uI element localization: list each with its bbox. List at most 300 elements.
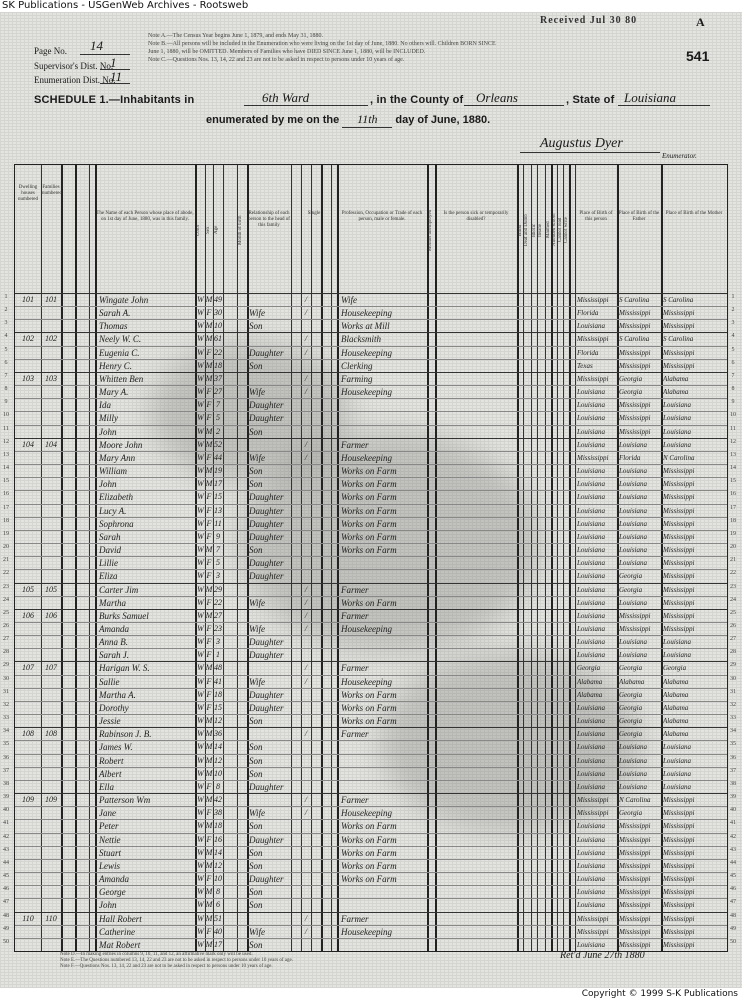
cell-rel: Son bbox=[249, 768, 263, 779]
cell-occ: Farmer bbox=[341, 610, 369, 621]
cell-age: 7 bbox=[216, 400, 220, 410]
cell-fam: 109 bbox=[45, 795, 57, 805]
table-row bbox=[15, 360, 727, 372]
cell-mpob: Mississippi bbox=[663, 572, 695, 581]
cell-sex: F bbox=[206, 400, 212, 410]
cell-rel: Son bbox=[249, 900, 263, 911]
cell-mpob: Mississippi bbox=[663, 822, 695, 831]
row-number-left: 19 bbox=[3, 530, 9, 537]
cell-mpob: Mississippi bbox=[663, 467, 695, 476]
cell-pob: Louisiana bbox=[577, 480, 606, 489]
cell-fpob: Louisiana bbox=[619, 756, 648, 765]
cell-occ: Works on Farm bbox=[341, 531, 397, 542]
cell-fam: 102 bbox=[45, 334, 57, 344]
corner-letter: A bbox=[696, 15, 705, 29]
cell-fam: 101 bbox=[45, 295, 57, 304]
row-number-right: 49 bbox=[730, 925, 736, 932]
cell-occ: Works on Farm bbox=[341, 834, 397, 845]
cell-age: 1 bbox=[216, 650, 220, 660]
cell-fpob: Louisiana bbox=[619, 743, 648, 752]
cell-fpob: Mississippi bbox=[619, 901, 651, 910]
cell-pob: Louisiana bbox=[577, 467, 606, 476]
cell-pob: Louisiana bbox=[577, 572, 606, 581]
row-number-right: 41 bbox=[730, 820, 736, 827]
table-row bbox=[15, 926, 727, 938]
cell-civ: / bbox=[304, 373, 308, 383]
row-number-left: 50 bbox=[3, 938, 9, 945]
table-row bbox=[15, 439, 727, 451]
cell-age: 9 bbox=[216, 531, 220, 541]
schedule-title: SCHEDULE 1.—Inhabitants in bbox=[34, 94, 195, 106]
row-number-right: 5 bbox=[731, 346, 735, 353]
column-header: Month of birth bbox=[238, 215, 243, 245]
cell-fpob: Louisiana bbox=[619, 519, 648, 528]
cell-mpob: Mississippi bbox=[663, 835, 695, 844]
cell-color: W bbox=[197, 926, 204, 936]
table-row bbox=[15, 531, 727, 543]
table-row bbox=[15, 557, 727, 569]
table-row bbox=[15, 741, 727, 753]
row-number-right: 11 bbox=[730, 425, 736, 432]
cell-occ: Works on Farm bbox=[341, 545, 397, 556]
cell-fpob: Louisiana bbox=[619, 467, 648, 476]
cell-pob: Mississippi bbox=[577, 335, 609, 344]
cell-name: Lewis bbox=[99, 860, 121, 871]
cell-occ: Works on Farm bbox=[341, 492, 397, 503]
row-number-right: 46 bbox=[730, 886, 736, 893]
cell-sex: M bbox=[205, 479, 213, 489]
cell-fpob: Mississippi bbox=[619, 888, 651, 897]
bottom-annotation: Ret'd June 27th 1880 bbox=[560, 950, 645, 961]
cell-name: William bbox=[99, 466, 128, 477]
row-number-left: 34 bbox=[3, 728, 9, 735]
cell-pob: Louisiana bbox=[577, 848, 606, 857]
cell-age: 3 bbox=[216, 637, 220, 647]
cell-color: W bbox=[197, 518, 204, 528]
cell-occ: Farmer bbox=[341, 584, 369, 595]
cell-sex: M bbox=[205, 295, 213, 304]
enumeration-value: 11 bbox=[110, 69, 123, 84]
row-number-left: 23 bbox=[3, 583, 9, 590]
cell-sex: F bbox=[206, 308, 212, 318]
cell-occ: Works on Farm bbox=[341, 518, 397, 529]
cell-color: W bbox=[197, 360, 204, 370]
cell-age: 10 bbox=[214, 321, 222, 331]
cell-mpob: Mississippi bbox=[663, 848, 695, 857]
cell-sex: M bbox=[205, 755, 213, 765]
row-number-left: 29 bbox=[3, 662, 9, 669]
field-underline bbox=[80, 54, 130, 55]
cell-occ: Housekeeping bbox=[341, 308, 392, 319]
cell-name: Sallie bbox=[99, 676, 120, 687]
enumerator-label: Enumerator. bbox=[662, 152, 697, 160]
table-row bbox=[15, 715, 727, 727]
cell-fpob: Louisiana bbox=[619, 440, 648, 449]
cell-mpob: Alabama bbox=[663, 374, 689, 383]
cell-fpob: Louisiana bbox=[619, 546, 648, 555]
cell-mpob: Mississippi bbox=[663, 875, 695, 884]
cell-sex: F bbox=[206, 624, 212, 633]
cell-fpob: Mississippi bbox=[619, 322, 651, 331]
cell-mpob: Mississippi bbox=[663, 940, 695, 949]
cell-age: 22 bbox=[214, 597, 222, 607]
table-row bbox=[15, 834, 727, 846]
cell-age: 38 bbox=[214, 808, 222, 818]
cell-sex: F bbox=[206, 676, 212, 686]
table-row bbox=[15, 623, 727, 635]
cell-fpob: Louisiana bbox=[619, 769, 648, 778]
cell-pob: Mississippi bbox=[577, 914, 609, 923]
cell-color: W bbox=[197, 479, 204, 489]
cell-rel: Daughter bbox=[249, 531, 284, 542]
cell-occ: Works on Farm bbox=[341, 597, 397, 608]
cell-pob: Louisiana bbox=[577, 888, 606, 897]
cell-fpob: Mississippi bbox=[619, 940, 651, 949]
cell-rel: Daughter bbox=[249, 558, 284, 569]
cell-age: 27 bbox=[214, 387, 222, 397]
footer-bar bbox=[0, 988, 742, 1000]
header-notes bbox=[148, 32, 678, 64]
row-number-left: 31 bbox=[3, 688, 9, 695]
cell-occ: Housekeeping bbox=[341, 926, 392, 937]
cell-civ: / bbox=[304, 795, 308, 805]
cell-pob: Louisiana bbox=[577, 901, 606, 910]
row-number-right: 7 bbox=[731, 372, 735, 379]
cell-mpob: Mississippi bbox=[663, 914, 695, 923]
cell-civ: / bbox=[304, 387, 308, 397]
cell-rel: Wife bbox=[249, 676, 265, 687]
cell-fpob: N Carolina bbox=[619, 796, 651, 805]
cell-fpob: Mississippi bbox=[619, 361, 651, 370]
row-number-left: 33 bbox=[3, 715, 9, 722]
census-page bbox=[0, 12, 742, 988]
cell-name: Hall Robert bbox=[99, 913, 142, 924]
table-row bbox=[15, 505, 727, 517]
cell-name: Harigan W. S. bbox=[99, 663, 150, 674]
cell-rel: Daughter bbox=[249, 689, 284, 700]
row-number-right: 50 bbox=[730, 938, 736, 945]
row-number-right: 17 bbox=[730, 504, 736, 511]
cell-name: Stuart bbox=[99, 847, 122, 858]
cell-sex: F bbox=[206, 452, 212, 462]
row-number-right: 10 bbox=[730, 412, 736, 419]
cell-name: John bbox=[99, 426, 117, 437]
cell-rel: Daughter bbox=[249, 834, 284, 845]
cell-fam: 105 bbox=[45, 584, 57, 594]
cell-age: 18 bbox=[214, 360, 222, 370]
row-number-right: 44 bbox=[730, 859, 736, 866]
table-row bbox=[15, 597, 727, 609]
cell-rel: Son bbox=[249, 939, 263, 950]
cell-pob: Louisiana bbox=[577, 743, 606, 752]
table-row bbox=[15, 676, 727, 688]
cell-mpob: Mississippi bbox=[663, 559, 695, 568]
cell-fpob: Louisiana bbox=[619, 638, 648, 647]
cell-fpob: Georgia bbox=[619, 664, 643, 673]
cell-mpob: Mississippi bbox=[663, 861, 695, 870]
row-number-left: 13 bbox=[3, 451, 9, 458]
cell-fpob: Mississippi bbox=[619, 848, 651, 857]
row-number-right: 21 bbox=[730, 557, 736, 564]
row-number-right: 18 bbox=[730, 517, 736, 524]
row-number-left: 2 bbox=[4, 307, 8, 314]
cell-civ: / bbox=[304, 334, 308, 344]
cell-fpob: Mississippi bbox=[619, 427, 651, 436]
cell-sex: M bbox=[205, 795, 213, 805]
cell-fpob: Alabama bbox=[619, 677, 645, 686]
table-row bbox=[15, 452, 727, 464]
cell-mpob: Mississippi bbox=[663, 901, 695, 910]
cell-name: Jane bbox=[99, 808, 116, 819]
cell-color: W bbox=[197, 755, 204, 765]
cell-color: W bbox=[197, 610, 204, 620]
cell-pob: Florida bbox=[577, 348, 599, 357]
cell-name: Henry C. bbox=[99, 360, 132, 371]
row-number-left: 17 bbox=[3, 504, 9, 511]
cell-sex: M bbox=[205, 729, 213, 739]
cell-color: W bbox=[197, 939, 204, 949]
cell-pob: Louisiana bbox=[577, 493, 606, 502]
row-number-right: 22 bbox=[730, 570, 736, 577]
cell-mpob: Louisiana bbox=[663, 756, 692, 765]
stamped-page-number: 541 bbox=[686, 48, 710, 64]
row-number-left: 32 bbox=[3, 701, 9, 708]
cell-occ: Housekeeping bbox=[341, 808, 392, 819]
enumeration-label: Enumeration Dist. No. bbox=[34, 75, 116, 85]
field-underline bbox=[464, 105, 564, 106]
cell-pob: Louisiana bbox=[577, 861, 606, 870]
enumerated-label: enumerated by me on the bbox=[206, 114, 340, 126]
cell-mpob: Louisiana bbox=[663, 638, 692, 647]
cell-color: W bbox=[197, 295, 204, 304]
table-row bbox=[15, 412, 727, 424]
enumerator-signature: Augustus Dyer bbox=[540, 136, 623, 151]
cell-sex: M bbox=[205, 887, 213, 897]
cell-dw: 107 bbox=[22, 663, 34, 673]
row-number-left: 44 bbox=[3, 859, 9, 866]
row-number-left: 5 bbox=[4, 346, 8, 353]
cell-sex: F bbox=[206, 702, 212, 712]
row-number-right: 40 bbox=[730, 807, 736, 814]
cell-pob: Mississippi bbox=[577, 809, 609, 818]
column-header: Families numbered bbox=[42, 185, 62, 196]
table-row bbox=[15, 794, 727, 806]
state-value: Louisiana bbox=[624, 90, 677, 105]
cell-civ: / bbox=[304, 610, 308, 620]
note-line: Note C.—Questions Nos. 13, 14, 22 and 23 are not to be asked in respect to persons under 10 years of age. bbox=[148, 57, 405, 63]
cell-sex: F bbox=[206, 413, 212, 423]
cell-age: 15 bbox=[214, 492, 222, 502]
cell-color: W bbox=[197, 439, 204, 449]
cell-name: Jessie bbox=[99, 716, 121, 727]
row-number-left: 18 bbox=[3, 517, 9, 524]
row-number-left: 25 bbox=[3, 609, 9, 616]
cell-name: Dorothy bbox=[99, 702, 129, 713]
cell-color: W bbox=[197, 624, 204, 633]
cell-mpob: Mississippi bbox=[663, 585, 695, 594]
cell-pob: Mississippi bbox=[577, 927, 609, 936]
table-row bbox=[15, 320, 727, 332]
cell-color: W bbox=[197, 347, 204, 357]
cell-occ: Works on Farm bbox=[341, 821, 397, 832]
row-number-left: 27 bbox=[3, 636, 9, 643]
cell-fpob: Louisiana bbox=[619, 598, 648, 607]
cell-pob: Mississippi bbox=[577, 296, 609, 304]
cell-age: 48 bbox=[214, 663, 222, 673]
cell-age: 36 bbox=[214, 729, 222, 739]
bottom-note-line: Note E.—The Questions numbered 13, 14, 22 and 23 are not to be asked in respect to persons under 10 years of age. bbox=[60, 958, 293, 963]
row-number-right: 37 bbox=[730, 767, 736, 774]
cell-pob: Texas bbox=[577, 361, 593, 370]
row-number-left: 9 bbox=[4, 399, 8, 406]
cell-name: Thomas bbox=[99, 321, 128, 332]
cell-occ: Blacksmith bbox=[341, 334, 381, 345]
cell-rel: Son bbox=[249, 821, 263, 832]
cell-rel: Daughter bbox=[249, 492, 284, 503]
cell-name: Mat Robert bbox=[99, 939, 141, 950]
cell-pob: Mississippi bbox=[577, 796, 609, 805]
table-row bbox=[15, 570, 727, 582]
cell-dw: 105 bbox=[22, 584, 34, 594]
row-number-left: 4 bbox=[4, 333, 8, 340]
cell-sex: M bbox=[205, 900, 213, 910]
cell-pob: Louisiana bbox=[577, 875, 606, 884]
cell-pob: Louisiana bbox=[577, 519, 606, 528]
table-row bbox=[15, 807, 727, 819]
cell-color: W bbox=[197, 531, 204, 541]
cell-age: 30 bbox=[214, 308, 222, 318]
cell-age: 10 bbox=[214, 874, 222, 884]
cell-name: Mary Ann bbox=[99, 452, 136, 463]
cell-mpob: Mississippi bbox=[663, 927, 695, 936]
row-number-left: 28 bbox=[3, 649, 9, 656]
cell-mpob: S Carolina bbox=[663, 335, 694, 344]
cell-age: 49 bbox=[214, 295, 222, 304]
cell-color: W bbox=[197, 545, 204, 555]
cell-pob: Louisiana bbox=[577, 730, 606, 739]
cell-mpob: Mississippi bbox=[663, 348, 695, 357]
cell-sex: M bbox=[205, 545, 213, 555]
row-number-left: 24 bbox=[3, 596, 9, 603]
cell-name: Elizabeth bbox=[99, 492, 133, 503]
cell-mpob: Mississippi bbox=[663, 598, 695, 607]
cell-age: 8 bbox=[216, 781, 220, 791]
cell-age: 8 bbox=[216, 887, 220, 897]
table-row bbox=[15, 649, 727, 661]
cell-sex: M bbox=[205, 360, 213, 370]
cell-fpob: Mississippi bbox=[619, 414, 651, 423]
row-number-right: 13 bbox=[730, 451, 736, 458]
cell-color: W bbox=[197, 716, 204, 726]
cell-name: Catherine bbox=[99, 926, 135, 937]
table-row bbox=[15, 307, 727, 319]
cell-fpob: Georgia bbox=[619, 703, 643, 712]
cell-civ: / bbox=[304, 308, 308, 318]
note-line: Note B.—All persons will be included in the Enumeration who were living on the 1st day of June, 1880. No others will. Children BORN SINCE bbox=[148, 41, 496, 47]
received-stamp: Received Jul 30 80 bbox=[540, 15, 638, 26]
table-row bbox=[15, 768, 727, 780]
cell-fpob: Georgia bbox=[619, 374, 643, 383]
cell-dw: 109 bbox=[22, 795, 34, 805]
cell-mpob: Mississippi bbox=[663, 809, 695, 818]
cell-sex: M bbox=[205, 426, 213, 436]
table-row bbox=[15, 333, 727, 345]
window-title-bar bbox=[0, 0, 742, 12]
row-number-right: 36 bbox=[730, 754, 736, 761]
cell-pob: Louisiana bbox=[577, 611, 606, 620]
cell-age: 17 bbox=[214, 479, 222, 489]
cell-sex: M bbox=[205, 860, 213, 870]
cell-mpob: Louisiana bbox=[663, 651, 692, 660]
column-header: Blind bbox=[518, 224, 523, 236]
table-row bbox=[15, 899, 727, 911]
cell-mpob: N Carolina bbox=[663, 453, 695, 462]
cell-sex: M bbox=[205, 716, 213, 726]
cell-pob: Mississippi bbox=[577, 453, 609, 462]
supervisor-value: 1 bbox=[110, 55, 117, 70]
table-row bbox=[15, 820, 727, 832]
cell-age: 41 bbox=[214, 676, 222, 686]
window-title: SK Publications - USGenWeb Archives - Rootsweb bbox=[2, 0, 249, 11]
cell-sex: M bbox=[205, 768, 213, 778]
cell-mpob: Alabama bbox=[663, 690, 689, 699]
cell-age: 22 bbox=[214, 347, 222, 357]
row-number-left: 48 bbox=[3, 912, 9, 919]
cell-sex: M bbox=[205, 439, 213, 449]
cell-color: W bbox=[197, 874, 204, 884]
cell-rel: Son bbox=[249, 466, 263, 477]
cell-color: W bbox=[197, 637, 204, 647]
cell-mpob: Alabama bbox=[663, 677, 689, 686]
cell-sex: M bbox=[205, 663, 213, 673]
cell-sex: F bbox=[206, 689, 212, 699]
cell-occ: Works on Farm bbox=[341, 860, 397, 871]
row-number-left: 22 bbox=[3, 570, 9, 577]
cell-name: John bbox=[99, 900, 117, 911]
cell-pob: Louisiana bbox=[577, 598, 606, 607]
row-number-left: 46 bbox=[3, 886, 9, 893]
row-number-right: 1 bbox=[731, 294, 735, 300]
cell-name: Sarah J. bbox=[99, 650, 129, 661]
cell-color: W bbox=[197, 913, 204, 923]
cell-mpob: Mississippi bbox=[663, 611, 695, 620]
row-number-left: 8 bbox=[4, 386, 8, 393]
row-number-right: 26 bbox=[730, 623, 736, 629]
cell-pob: Louisiana bbox=[577, 532, 606, 541]
cell-mpob: Mississippi bbox=[663, 625, 695, 633]
table-row bbox=[15, 610, 727, 622]
cell-occ: Farmer bbox=[341, 663, 369, 674]
cell-name: Anna B. bbox=[99, 637, 128, 648]
cell-fpob: Louisiana bbox=[619, 480, 648, 489]
column-header: Is the person sick or temporarily disabled? bbox=[443, 211, 509, 222]
cell-name: Martha A. bbox=[99, 689, 136, 700]
row-number-left: 36 bbox=[3, 754, 9, 761]
cell-age: 11 bbox=[214, 518, 222, 528]
table-row bbox=[15, 886, 727, 898]
cell-sex: F bbox=[206, 926, 212, 936]
row-number-left: 41 bbox=[3, 820, 9, 827]
cell-age: 40 bbox=[214, 926, 222, 936]
cell-mpob: Mississippi bbox=[663, 309, 695, 318]
table-row bbox=[15, 294, 727, 306]
cell-fpob: Mississippi bbox=[619, 822, 651, 831]
cell-occ: Wife bbox=[341, 295, 357, 305]
cell-mpob: Louisiana bbox=[663, 414, 692, 423]
cell-color: W bbox=[197, 452, 204, 462]
cell-rel: Son bbox=[249, 847, 263, 858]
cell-rel: Son bbox=[249, 479, 263, 490]
